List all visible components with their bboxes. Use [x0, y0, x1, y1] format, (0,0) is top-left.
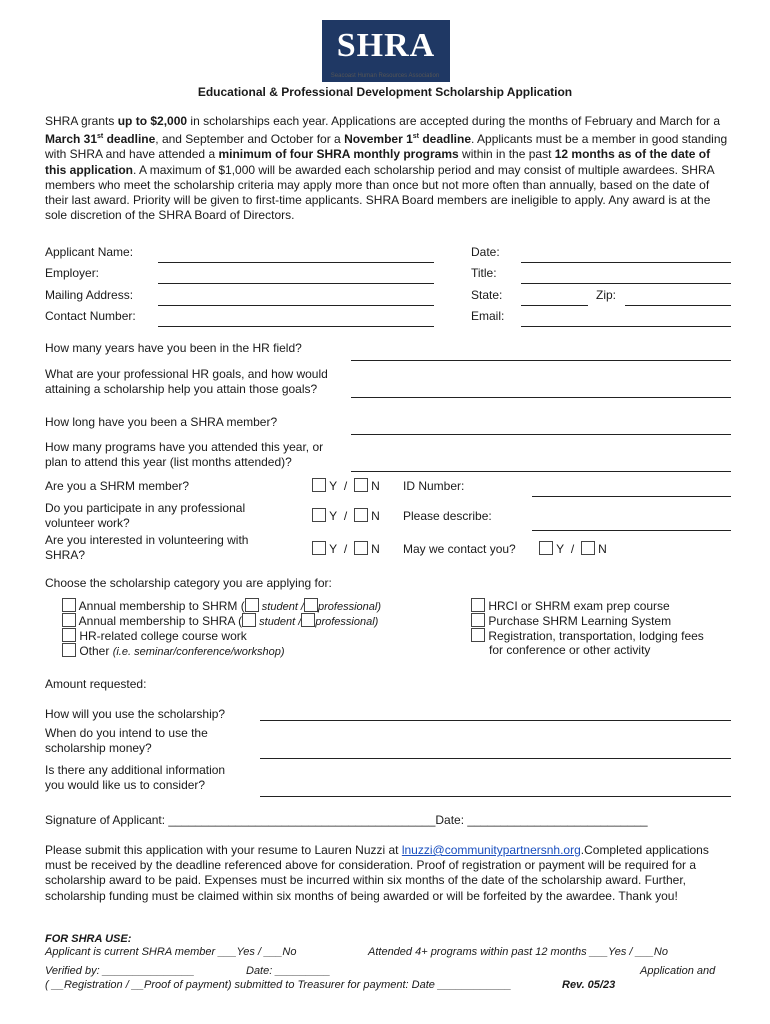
intro-text: within in the past [458, 147, 555, 162]
member-length-label: How long have you been a SHRA member? [45, 415, 278, 429]
intro-paragraph [45, 114, 730, 223]
applicant-name-field[interactable] [158, 262, 434, 263]
employer-label: Employer: [45, 266, 100, 280]
date-field[interactable] [521, 262, 731, 263]
contact-no-checkbox[interactable] [581, 541, 595, 555]
no-label: N [371, 479, 380, 493]
title-label: Title: [471, 266, 497, 280]
office-use-heading: FOR SHRA USE: [45, 933, 132, 945]
intro-text: in scholarships each year. Applications are accepted during the months of February and March for a [187, 114, 721, 128]
volunteer-no-checkbox[interactable] [354, 508, 368, 522]
intro-text: . Applicants must be a member in good standing with SHRA and have attended a [45, 132, 728, 162]
hrci-label: HRCI or SHRM exam prep course [488, 599, 670, 613]
intro-bold: up to $2,000 [117, 114, 188, 128]
slash: / [343, 479, 348, 493]
volunteer-shra-label-line2: SHRA? [45, 548, 86, 562]
slash: / [570, 542, 575, 556]
professional-label: professional) [315, 616, 379, 628]
submit-paragraph [45, 843, 735, 904]
zip-field[interactable] [625, 305, 731, 306]
annual-shra-professional-checkbox[interactable] [301, 613, 315, 627]
no-label: N [371, 542, 380, 556]
category-heading: Choose the scholarship category you are applying for: [45, 576, 332, 590]
registration-label: Registration, transportation, lodging fees [488, 629, 704, 643]
goals-label-line2: attaining a scholarship help you attain those goals? [45, 382, 318, 396]
volunteer-label-line1: Do you participate in any professional [45, 501, 246, 515]
applicant-name-label: Applicant Name: [45, 245, 134, 259]
no-label: N [598, 542, 607, 556]
office-current-member: Applicant is current SHRA member ___Yes / ___No [45, 946, 297, 958]
submit-text: .Completed applications must be received by the deadline referenced above for consideration. Proof of registration or payment will be required for a scholarship award to be paid. Expenses must be incurred within six months of the date of the scholarship award. Further, scholarship funding must be claimed within six months of being awarded or will be forfeited by the awardee. Thank you! [45, 843, 709, 903]
student-label: student / [258, 601, 304, 613]
yes-label: Y [329, 509, 338, 523]
signature-label: Signature of Applicant: [45, 813, 169, 827]
state-label: State: [471, 288, 503, 302]
please-describe-field[interactable] [532, 530, 731, 531]
when-use-label-line2: scholarship money? [45, 741, 152, 755]
volunteer-shra-label-line1: Are you interested in volunteering with [45, 533, 249, 547]
intro-text: . A maximum of $1,000 will be awarded each scholarship period and may consist of multiple awardees. SHRA members who meet the scholarship criteria may apply more than once but not more often than annually, based on the date of their last award. Priority will be given to first-time applicants. SHRA Board members are ineligible to apply. Any award is at the sole discretion of the SHRA Board of Directors. [45, 162, 714, 223]
programs-label-line2: plan to attend this year (list months attended)? [45, 455, 292, 469]
please-describe-label: Please describe: [403, 509, 492, 523]
intro-bold: March 31 [45, 132, 98, 147]
amount-requested-label: Amount requested: [45, 677, 147, 691]
intro-sup: st [97, 133, 104, 141]
email-label: Email: [471, 309, 505, 323]
option-other [62, 643, 285, 660]
volunteer-yn [312, 508, 380, 524]
professional-label: professional) [318, 601, 381, 613]
annual-shrm-checkbox[interactable] [62, 598, 76, 612]
office-attended: Attended 4+ programs within past 12 months ___Yes / ___No [368, 946, 668, 958]
yes-label: Y [556, 542, 565, 556]
may-contact-label: May we contact you? [403, 542, 516, 556]
volunteer-label-line2: volunteer work? [45, 516, 130, 530]
office-application-and: Application and [640, 965, 716, 977]
when-use-label-line1: When do you intend to use the [45, 726, 208, 740]
shrm-member-yn [312, 478, 380, 494]
option-college [62, 628, 247, 644]
signature-field[interactable]: ________________________________________ [168, 813, 436, 827]
annual-shrm-student-checkbox[interactable] [245, 598, 259, 612]
page-title: Educational & Professional Development Scholarship Application [197, 85, 573, 99]
hrci-checkbox[interactable] [471, 598, 485, 612]
state-field[interactable] [521, 305, 588, 306]
college-label: HR-related college course work [79, 629, 247, 643]
years-hr-field[interactable] [351, 360, 731, 361]
annual-shrm-professional-checkbox[interactable] [304, 598, 318, 612]
option-learning [471, 613, 671, 629]
contact-number-field[interactable] [158, 326, 434, 327]
signature-row [45, 813, 648, 828]
programs-label-line1: How many programs have you attended this year, or [45, 440, 324, 454]
annual-shra-student-checkbox[interactable] [242, 613, 256, 627]
submit-text: Please submit this application with your resume to Lauren Nuzzi at [45, 843, 402, 857]
goals-label-line1: What are your professional HR goals, and how would [45, 367, 328, 381]
date-label: Date: [471, 245, 500, 259]
contact-yes-checkbox[interactable] [539, 541, 553, 555]
annual-shrm-label: Annual membership to SHRM ( [78, 599, 245, 613]
volunteer-yes-checkbox[interactable] [312, 508, 326, 522]
id-number-label: ID Number: [403, 479, 465, 493]
option-registration [471, 628, 704, 644]
additional-info-label-line1: Is there any additional information [45, 763, 226, 777]
shrm-no-checkbox[interactable] [354, 478, 368, 492]
intro-text: SHRA grants [45, 114, 118, 128]
member-length-field[interactable] [351, 434, 731, 435]
scholarship-use-label: How will you use the scholarship? [45, 707, 226, 721]
email-link[interactable]: lnuzzi@communitypartnersnh.org [401, 843, 581, 857]
volunteer-shra-yn [312, 541, 380, 557]
learning-label: Purchase SHRM Learning System [488, 614, 672, 628]
may-contact-yn [539, 541, 607, 557]
volunteer-label [45, 501, 245, 531]
mailing-address-field[interactable] [158, 305, 434, 306]
shrm-member-label: Are you a SHRM member? [45, 479, 190, 493]
id-number-field[interactable] [532, 496, 731, 497]
signature-date-field[interactable]: ___________________________ [467, 813, 648, 827]
logo-subtitle: Seacoast Human Resources Association [330, 73, 440, 79]
office-verified: Verified by: _______________ [45, 965, 195, 977]
intro-bold: November 1 [344, 132, 413, 147]
volunteer-shra-no-checkbox[interactable] [354, 541, 368, 555]
yes-label: Y [329, 479, 338, 493]
yes-label: Y [329, 542, 338, 556]
contact-number-label: Contact Number: [45, 309, 136, 323]
email-field[interactable] [521, 326, 731, 327]
revision-label: Rev. 05/23 [562, 979, 616, 991]
intro-bold: deadline [419, 132, 472, 147]
zip-label: Zip: [596, 288, 617, 302]
annual-shra-label: Annual membership to SHRA ( [78, 614, 243, 628]
volunteer-shra-label [45, 533, 248, 563]
when-use-label [45, 726, 208, 756]
intro-text: , and September and October for a [155, 132, 345, 147]
learning-checkbox[interactable] [471, 613, 485, 627]
mailing-address-label: Mailing Address: [45, 288, 134, 302]
no-label: N [371, 509, 380, 523]
student-label: student / [256, 616, 302, 628]
goals-field[interactable] [351, 397, 731, 398]
additional-info-label-line2: you would like us to consider? [45, 778, 206, 792]
option-hrci [471, 598, 670, 614]
intro-sup: st [412, 133, 419, 141]
volunteer-shra-yes-checkbox[interactable] [312, 541, 326, 555]
slash: / [343, 542, 348, 556]
office-date: Date: _________ [246, 965, 331, 977]
programs-field[interactable] [351, 471, 731, 472]
office-submitted: ( __Registration / __Proof of payment) submitted to Treasurer for payment: Date ____________ [45, 979, 512, 991]
programs-label [45, 440, 323, 470]
additional-info-label [45, 763, 225, 793]
goals-label [45, 367, 328, 397]
other-checkbox[interactable] [62, 643, 76, 657]
signature-date-label: Date: [435, 813, 468, 827]
additional-info-field[interactable] [260, 796, 731, 797]
employer-field[interactable] [158, 283, 434, 284]
intro-bold: 12 months as of the date of this application [45, 147, 711, 177]
college-checkbox[interactable] [62, 628, 76, 642]
other-note: (i.e. seminar/conference/workshop) [112, 646, 285, 658]
intro-bold: minimum of four SHRA monthly programs [218, 147, 459, 162]
registration-checkbox[interactable] [471, 628, 485, 642]
slash: / [343, 509, 348, 523]
logo-mark: SHRA [336, 27, 436, 64]
scholarship-use-field[interactable] [260, 720, 731, 721]
registration-label-line2: for conference or other activity [489, 643, 651, 657]
shrm-yes-checkbox[interactable] [312, 478, 326, 492]
annual-shra-checkbox[interactable] [62, 613, 76, 627]
title-field[interactable] [521, 283, 731, 284]
intro-bold: deadline [103, 132, 156, 147]
other-label: Other [79, 644, 113, 658]
years-hr-label: How many years have you been in the HR field? [45, 341, 302, 355]
when-use-field[interactable] [260, 758, 731, 759]
